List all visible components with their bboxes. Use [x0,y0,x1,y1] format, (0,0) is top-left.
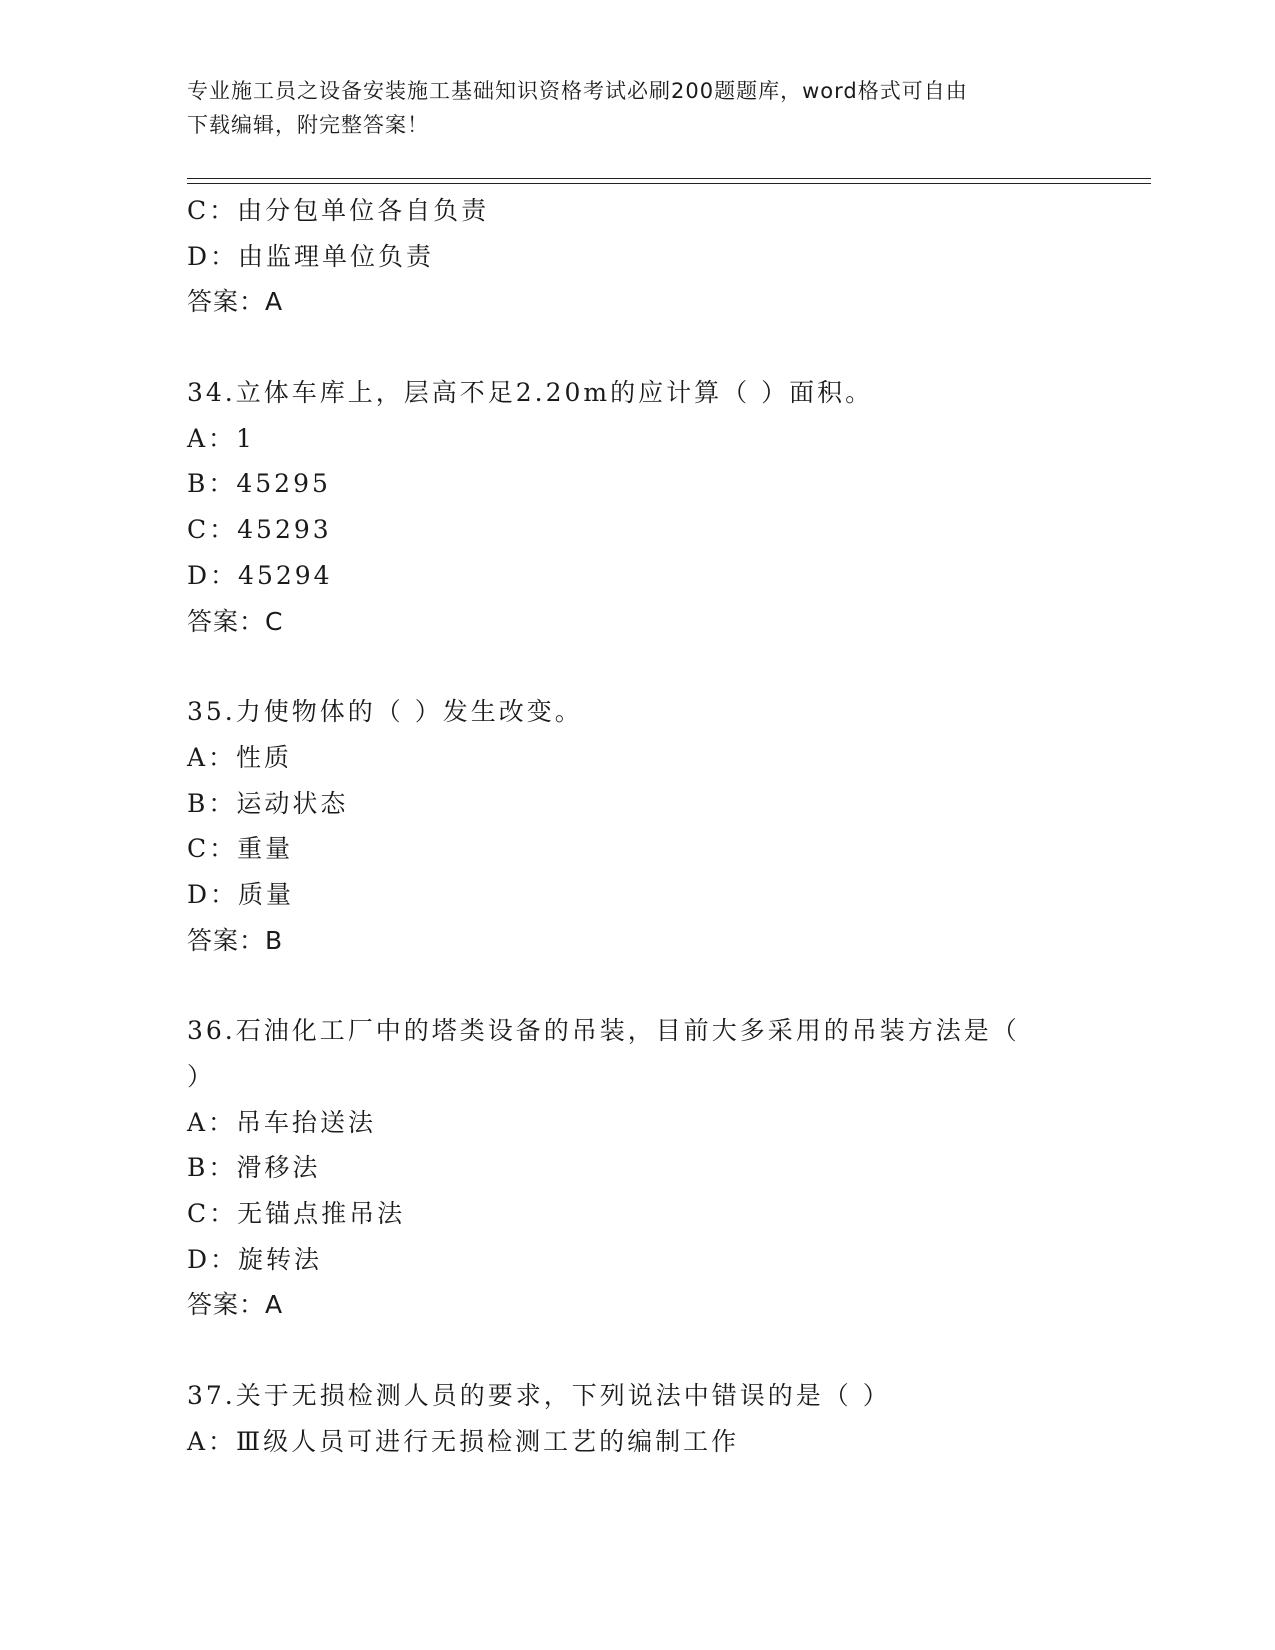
option-b: B：运动状态 [187,788,349,818]
option-d: D：由监理单位负责 [187,241,435,271]
option-a: A：1 [187,423,255,453]
header-line-2: 下载编辑，附完整答案！ [187,113,429,137]
question-stem: 34.立体车库上，层高不足2.20m的应计算（ ）面积。 [187,378,874,408]
document-header [187,74,1087,142]
question-stem: 37.关于无损检测人员的要求，下列说法中错误的是（ ） [187,1381,891,1411]
question-36 [187,1008,1087,1328]
question-list [187,188,1087,1465]
answer-line: 答案：A [187,287,284,317]
question-33-tail [187,188,1087,325]
question-37 [187,1373,1087,1464]
option-c: C：由分包单位各自负责 [187,196,490,225]
question-stem: 35.力使物体的（ ）发生改变。 [187,697,583,727]
header-line-1: 专业施工员之设备安装施工基础知识资格考试必刷200题题库，word格式可自由 [187,79,968,103]
question-35 [187,689,1087,963]
option-d: D：旋转法 [187,1244,323,1274]
header-divider-bottom [187,183,1151,184]
question-stem-continued: ） [187,1062,216,1091]
question-34 [187,370,1087,644]
answer-line: 答案：C [187,606,284,636]
option-b: B：滑移法 [187,1153,321,1183]
option-a: A：性质 [187,742,293,772]
option-d: D：质量 [187,879,295,909]
header-divider-top [187,178,1151,179]
option-a: A：吊车抬送法 [187,1107,377,1137]
answer-line: 答案：B [187,925,284,955]
option-b: B：45295 [187,469,331,499]
question-stem: 36.石油化工厂中的塔类设备的吊装，目前大多采用的吊装方法是（ [187,1016,1020,1046]
option-a: A：Ⅲ级人员可进行无损检测工艺的编制工作 [187,1426,740,1456]
answer-line: 答案：A [187,1290,284,1320]
option-c: C：无锚点推吊法 [187,1199,406,1229]
option-c: C：重量 [187,834,294,864]
option-c: C：45293 [187,515,332,545]
option-d: D：45294 [187,560,333,590]
